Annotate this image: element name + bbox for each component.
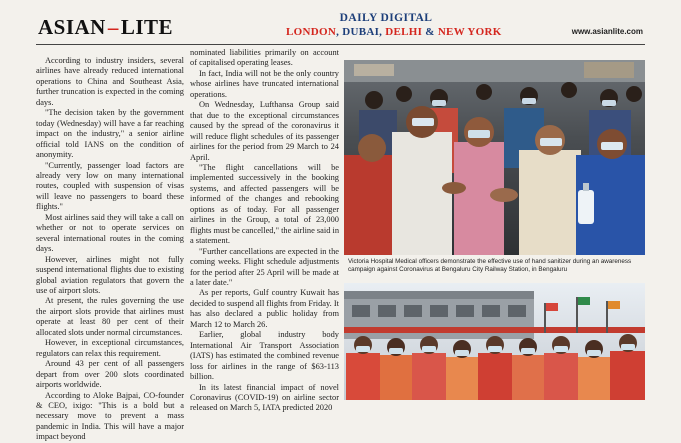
paragraph: On Wednesday, Lufthansa Group said that due to the exceptional circumstances caused by the spread of the coronavirus it will reduce flight schedules of its passenger airlines for the period from 29 March to 24 April. bbox=[190, 100, 339, 162]
article-column-1 bbox=[36, 56, 184, 442]
masthead-rule bbox=[36, 44, 645, 45]
logo bbox=[38, 17, 173, 38]
paragraph: "The decision taken by the government today (Wednesday) will have a far reaching impact on the industry," a senior airline official told IANS on the condition of anonymity. bbox=[36, 108, 184, 160]
paragraph: nominated liabilities primarily on account of capitalised operating leases. bbox=[190, 48, 339, 68]
photo-illustration bbox=[344, 283, 645, 400]
paragraph: However, airlines might not fully suspend international flights due to existing global aviation regulators that govern the use of airport slots. bbox=[36, 254, 184, 295]
paragraph: "The flight cancellations will be implemented successively in the booking systems, and affected passengers will be informed of the changes and rebooking options as of today. For all passenger airlines in the Group, a total of 23,000 flights must be cancelled," the airline said in a statement. bbox=[190, 162, 340, 246]
paragraph: "Currently, passenger load factors are already very low on many international routes, coupled with suspension of visas will leave no passengers to board these flights." bbox=[36, 160, 184, 212]
logo-dash: – bbox=[107, 15, 119, 39]
logo-left: ASIAN bbox=[38, 15, 106, 39]
city-new-york: NEW YORK bbox=[437, 26, 502, 38]
paragraph: As per reports, Gulf country Kuwait has decided to suspend all flights from Friday. It has also declared a public holiday from March 12 to March 26. bbox=[190, 288, 339, 329]
paragraph: Around 43 per cent of all passengers depart from over 200 slots coordinated airports worldwide. bbox=[36, 359, 184, 390]
site-url[interactable]: www.asianlite.com bbox=[571, 27, 643, 36]
edition-title: DAILY DIGITAL bbox=[339, 12, 433, 24]
paragraph: Earlier, global industry body International Air Transport Association (IATS) has estimated the combined revenue loss for airlines in the range of $63-113 billion. bbox=[190, 330, 339, 382]
paragraph: According to Aloke Bajpai, CO-founder & CEO, ixigo: "This is a bold but a necessary move to prevent a mass pandemic in India. This will have a major impact beyond bbox=[36, 390, 184, 442]
photo-illustration bbox=[344, 60, 645, 255]
city-dubai: DUBAI bbox=[342, 26, 380, 38]
masthead bbox=[0, 0, 681, 46]
paragraph: In fact, India will not be the only country whose airlines have truncated international operations. bbox=[190, 68, 339, 99]
paragraph: According to industry insiders, several airlines have already reduced international operations to China and Southeast Asia, further truncation is expected in the coming days. bbox=[36, 56, 184, 107]
paragraph: At present, the rules governing the use the airport slots provide that airlines must operate at least 80 per cent of their allocated slots under normal circumstances. bbox=[36, 296, 184, 337]
paragraph: Most airlines said they will take a call on whether or not to operate services on several international routes in the coming days. bbox=[36, 212, 184, 254]
news-photo-health-workers bbox=[344, 283, 645, 400]
news-photo-crowd bbox=[344, 60, 645, 255]
paragraph: "Further cancellations are expected in the coming weeks. Flight schedule adjustments for the period after 25 April will be made at a later date." bbox=[190, 246, 339, 287]
paragraph: In its latest financial impact of novel Coronavirus (COVID-19) on airline sector released on March 5, IATA predicted 2020 bbox=[190, 382, 339, 413]
photo-caption: Victoria Hospital Medical officers demonstrate the effective use of hand sanitizer during an awareness campaign against Coronavirus at Bengaluru City Railway Station, in Bengaluru bbox=[348, 258, 632, 273]
edition-cities: LONDON, DUBAI, DELHI & NEW YORK bbox=[286, 26, 502, 38]
article-column-2 bbox=[190, 48, 340, 413]
paragraph: However, in exceptional circumstances, regulators can relax this requirement. bbox=[36, 338, 184, 358]
edition-block bbox=[286, 12, 502, 39]
city-delhi: DELHI bbox=[385, 26, 423, 38]
logo-right: LITE bbox=[120, 15, 174, 39]
city-london: LONDON bbox=[286, 26, 337, 38]
